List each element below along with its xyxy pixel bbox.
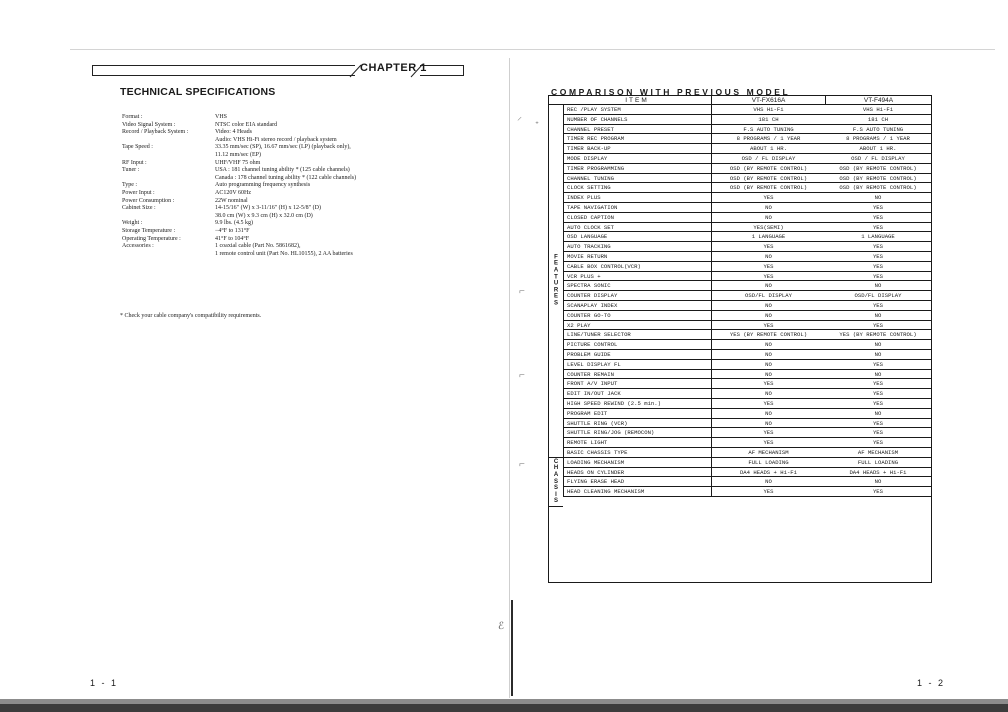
row-item: MODE DISPLAY — [563, 154, 711, 164]
spec-label — [122, 175, 215, 183]
row-item: CLOSED CAPTION — [563, 213, 711, 223]
spec-value: Canada : 178 channel tuning ability * (122 cable channels) — [215, 174, 357, 181]
row-item: VCR PLUS + — [563, 272, 711, 282]
row-item: TIMER PROGRAMMING — [563, 164, 711, 174]
table-row — [563, 144, 931, 154]
row-item: OSD LANGUAGE — [563, 232, 711, 242]
row-model-2: DA4 HEADS + Hi-Fi — [849, 468, 907, 476]
row-model-1: NO — [711, 213, 825, 223]
row-model-2: YES — [872, 488, 884, 496]
table-row — [563, 428, 931, 438]
row-model-2: YES — [872, 439, 884, 447]
row-model-1: NO — [711, 301, 825, 311]
header-model-1: VT-FX616A — [711, 96, 825, 105]
spec-value: 9.9 lbs. (4.5 kg) — [215, 220, 253, 227]
spec-value: 14-15/16" (W) x 3-11/16" (H) x 12-5/8" (D) — [215, 205, 321, 212]
row-item: SHUTTLE RING/JOG (REMOCON) — [563, 428, 711, 438]
row-item: COUNTER DISPLAY — [563, 291, 711, 301]
row-item: X2 PLAY — [563, 321, 711, 331]
spec-row — [122, 114, 492, 122]
table-row — [563, 115, 931, 125]
spec-label: Operating Temperature : — [122, 235, 181, 242]
row-item: COUNTER REMAIN — [563, 370, 711, 380]
chapter-bar-right — [420, 65, 464, 76]
row-model-1: F.S AUTO TUNING — [711, 125, 825, 135]
header-model-2: VT-F494A — [825, 96, 931, 105]
table-row — [563, 448, 931, 458]
row-model-2: YES — [872, 390, 884, 398]
table-row — [563, 164, 931, 174]
row-model-2: NO — [874, 194, 882, 202]
spec-row — [122, 243, 492, 251]
fold-mark-icon: ⌐ — [519, 370, 525, 381]
group-label: F E A T U R E S — [553, 254, 559, 307]
spec-label: Cabinet Size : — [122, 205, 156, 212]
row-model-2: YES — [872, 400, 884, 407]
table-row — [563, 468, 931, 478]
row-item: REMOTE LIGHT — [563, 438, 711, 448]
spec-label — [122, 152, 215, 160]
table-row — [563, 272, 931, 282]
spec-list — [122, 114, 492, 258]
spec-label: Weight : — [122, 220, 143, 227]
row-item: AUTO TRACKING — [563, 242, 711, 252]
row-model-1: YES — [711, 262, 825, 272]
spec-value: Auto programming frequency synthesis — [215, 182, 311, 189]
row-model-2: NO — [874, 311, 882, 319]
row-item: LINE/TUNER SELECTOR — [563, 330, 711, 340]
group-label: C H A S S I S — [553, 458, 559, 505]
row-model-1: YES(SEMI) — [711, 223, 825, 233]
comparison-title: COMPARISON WITH PREVIOUS MODEL — [551, 87, 791, 97]
spec-row — [122, 228, 492, 236]
row-model-1: YES — [711, 428, 825, 438]
row-model-1: YES — [711, 272, 825, 282]
page-title: TECHNICAL SPECIFICATIONS — [120, 86, 276, 98]
row-model-2: YES — [872, 204, 884, 211]
row-model-2: NO — [874, 282, 882, 290]
spec-label: Accessories : — [122, 243, 154, 250]
table-row — [563, 340, 931, 350]
table-header — [549, 96, 931, 105]
row-model-2: FULL LOADING — [857, 458, 899, 466]
row-model-1: ABOUT 1 HR. — [711, 144, 825, 154]
staple-mark-icon: ℰ — [498, 621, 505, 632]
row-item: HEADS ON CYLINDER — [563, 468, 711, 478]
row-item: INDEX PLUS — [563, 193, 711, 203]
row-model-1: NO — [711, 203, 825, 213]
row-model-2: OSD / FL DISPLAY — [851, 155, 905, 162]
row-item: MOVIE RETURN — [563, 252, 711, 262]
spec-label: RF Input : — [122, 159, 147, 166]
header-item: ITEM — [625, 97, 649, 104]
page-fold-line — [509, 58, 510, 698]
row-model-1: YES — [711, 193, 825, 203]
table-row — [563, 350, 931, 360]
row-model-2: NO — [874, 341, 882, 349]
row-model-2: YES — [872, 243, 884, 251]
row-model-2: NO — [874, 351, 882, 358]
row-model-2: YES — [872, 253, 884, 260]
row-item: TAPE NAVIGATION — [563, 203, 711, 213]
table-row — [563, 301, 931, 311]
row-model-2: YES — [872, 302, 884, 309]
spec-row — [122, 122, 492, 130]
spec-row — [122, 182, 492, 190]
row-model-2: YES — [872, 419, 884, 427]
spec-value: Video: 4 Heads — [215, 129, 252, 136]
fold-mark-icon: ⸍ — [517, 116, 522, 127]
spec-value: NTSC color EIA standard — [215, 121, 278, 128]
table-row — [563, 409, 931, 419]
chapter-bar-left — [92, 65, 355, 76]
spec-value: 11.12 mm/sec (EP) — [215, 151, 261, 158]
row-model-1: DA4 HEADS + Hi-Fi — [711, 468, 825, 478]
row-item: FRONT A/V INPUT — [563, 379, 711, 389]
row-item: CHANNEL TUNING — [563, 174, 711, 184]
fold-mark-icon: ᐩ — [535, 120, 539, 131]
spec-value: 41°F to 104°F — [215, 235, 250, 242]
spec-label: Video Signal System : — [122, 121, 176, 128]
spec-value: VHS — [215, 114, 228, 120]
row-model-1: OSD (BY REMOTE CONTROL) — [711, 164, 825, 174]
row-model-2: YES — [872, 360, 884, 368]
spec-label — [122, 213, 215, 221]
table-row — [563, 438, 931, 448]
table-row — [563, 389, 931, 399]
table-row — [563, 154, 931, 164]
row-model-2: YES — [872, 321, 884, 329]
fold-mark-icon: ⌐ — [519, 459, 525, 470]
table-row — [563, 262, 931, 272]
row-model-2: VHS Hi-Fi — [862, 106, 894, 113]
spec-value: UHF/VHF 75 ohm — [215, 159, 261, 166]
row-model-1: OSD (BY REMOTE CONTROL) — [711, 183, 825, 193]
row-model-1: FULL LOADING — [711, 458, 825, 468]
row-model-1: YES — [711, 321, 825, 331]
table-row — [563, 105, 931, 115]
row-model-2: YES — [872, 272, 884, 280]
spec-row — [122, 129, 492, 137]
row-model-1: 1 LANGUAGE — [711, 232, 825, 242]
table-row — [563, 487, 931, 497]
row-item: SHUTTLE RING (VCR) — [563, 419, 711, 429]
spec-label: Format : — [122, 114, 143, 120]
spec-row — [122, 251, 492, 259]
spec-row — [122, 236, 492, 244]
row-model-1: NO — [711, 340, 825, 350]
table-row — [563, 252, 931, 262]
table-row — [563, 125, 931, 135]
table-row — [563, 458, 931, 468]
row-model-2: 181 CH — [867, 115, 889, 123]
chapter-banner — [92, 63, 464, 77]
group-label-box — [549, 105, 563, 458]
spec-row — [122, 152, 492, 160]
row-model-2: OSD/FL DISPLAY — [854, 292, 902, 300]
table-row — [563, 321, 931, 331]
row-item: BASIC CHASSIS TYPE — [563, 448, 711, 458]
row-model-1: VHS Hi-Fi — [711, 105, 825, 115]
spec-label: Tape Speed : — [122, 144, 153, 151]
row-model-1: NO — [711, 360, 825, 370]
row-model-2: YES — [872, 380, 884, 388]
spec-row — [122, 190, 492, 198]
row-model-2: OSD (BY REMOTE CONTROL) — [839, 174, 917, 182]
row-model-1: 181 CH — [711, 115, 825, 125]
row-model-1: YES — [711, 242, 825, 252]
table-row — [563, 281, 931, 291]
row-model-2: AF MECHANISM — [857, 449, 899, 456]
row-item: AUTO CLOCK SET — [563, 223, 711, 233]
spec-row — [122, 144, 492, 152]
row-item: CHANNEL PRESET — [563, 125, 711, 135]
page-number: 1 - 1 — [90, 678, 119, 688]
table-row — [563, 213, 931, 223]
row-item: REC /PLAY SYSTEM — [563, 105, 711, 115]
spec-value: −4°F to 131°F — [215, 227, 250, 234]
row-model-2: OSD (BY REMOTE CONTROL) — [839, 164, 917, 172]
table-row — [563, 223, 931, 233]
spec-value: 1 remote control unit (Part No. HL10155), 2 AA batteries — [215, 250, 353, 257]
spec-row — [122, 205, 492, 213]
spec-row — [122, 220, 492, 228]
spec-value: 38.0 cm (W) x 9.3 cm (H) x 32.0 cm (D) — [215, 212, 313, 219]
table-row — [563, 370, 931, 380]
spec-label — [122, 251, 215, 259]
footnote: * Check your cable company's compatibility requirements. — [120, 313, 262, 319]
row-model-1: NO — [711, 409, 825, 419]
table-row — [563, 291, 931, 301]
page-top-rule — [70, 49, 995, 50]
comparison-table — [548, 95, 932, 583]
table-row — [563, 330, 931, 340]
row-model-1: NO — [711, 350, 825, 360]
row-model-1: NO — [711, 252, 825, 262]
table-row — [563, 379, 931, 389]
row-model-2: F.S AUTO TUNING — [852, 125, 904, 133]
row-item: EDIT IN/OUT JACK — [563, 389, 711, 399]
row-model-2: NO — [874, 478, 882, 486]
table-row — [563, 183, 931, 193]
row-item: PROGRAM EDIT — [563, 409, 711, 419]
row-model-1: AF MECHANISM — [711, 448, 825, 458]
row-item: PICTURE CONTROL — [563, 340, 711, 350]
table-row — [563, 419, 931, 429]
row-item: LEVEL DISPLAY FL — [563, 360, 711, 370]
row-model-1: YES (BY REMOTE CONTROL) — [711, 330, 825, 340]
row-model-1: OSD/FL DISPLAY — [711, 291, 825, 301]
group-label-box — [549, 458, 563, 507]
row-model-1: NO — [711, 370, 825, 380]
spec-label — [122, 137, 215, 145]
row-model-1: YES — [711, 399, 825, 409]
spec-label: Power Consumption : — [122, 197, 175, 204]
spec-value: 33.35 mm/sec (SP), 16.67 mm/sec (LP) (playback only), — [215, 144, 351, 151]
table-row — [563, 232, 931, 242]
spec-label: Type : — [122, 182, 138, 189]
row-model-1: YES — [711, 438, 825, 448]
table-row — [563, 360, 931, 370]
row-model-2: OSD (BY REMOTE CONTROL) — [839, 184, 917, 192]
spec-row — [122, 167, 492, 175]
table-row — [563, 174, 931, 184]
page-number: 1 - 2 — [917, 678, 946, 688]
row-model-1: NO — [711, 311, 825, 321]
table-row — [563, 193, 931, 203]
scan-bottom-band-dark — [0, 704, 1008, 712]
row-item: COUNTER GO-TO — [563, 311, 711, 321]
table-row — [563, 242, 931, 252]
spec-label: Storage Temperature : — [122, 227, 176, 234]
table-row — [563, 477, 931, 487]
row-model-1: OSD / FL DISPLAY — [711, 154, 825, 164]
spec-value: Audio: VHS Hi-Fi stereo record / playback system — [215, 136, 337, 143]
row-model-1: NO — [711, 281, 825, 291]
table-row — [563, 399, 931, 409]
row-model-2: NO — [874, 409, 882, 417]
row-model-2: YES — [872, 213, 884, 221]
spec-value: AC120V 60Hz — [215, 189, 252, 196]
row-item: TIMER BACK-UP — [563, 144, 711, 154]
row-model-1: YES — [711, 487, 825, 497]
row-model-2: ABOUT 1 HR. — [859, 145, 897, 153]
row-model-1: 8 PROGRAMS / 1 YEAR — [711, 134, 825, 144]
row-item: SPECTRA SONIC — [563, 281, 711, 291]
spec-label: Power Input : — [122, 189, 155, 196]
table-row — [563, 134, 931, 144]
row-item: CABLE BOX CONTROL(VCR) — [563, 262, 711, 272]
row-model-1: YES — [711, 379, 825, 389]
spec-value: USA : 181 channel tuning ability * (125 cable channels) — [215, 167, 350, 174]
row-model-2: YES — [872, 262, 884, 270]
row-item: SCANAPLAY INDEX — [563, 301, 711, 311]
fold-mark-icon: ⌐ — [519, 286, 525, 297]
row-item: PROBLEM GUIDE — [563, 350, 711, 360]
row-model-1: NO — [711, 419, 825, 429]
table-row — [563, 311, 931, 321]
chapter-label: CHAPTER 1 — [360, 62, 427, 74]
row-model-2: YES — [872, 223, 884, 231]
row-item: NUMBER OF CHANNELS — [563, 115, 711, 125]
row-item: FLYING ERASE HEAD — [563, 477, 711, 487]
row-model-2: NO — [874, 370, 882, 378]
spec-value: 22W nominal — [215, 197, 248, 204]
spec-label: Record / Playback System : — [122, 129, 189, 136]
row-item: HIGH SPEED REWIND (2.5 min.) — [563, 399, 711, 409]
row-model-2: YES (BY REMOTE CONTROL) — [839, 331, 917, 339]
row-item: TIMER REC PROGRAM — [563, 134, 711, 144]
spec-value: 1 coaxial cable (Part No. 5861682), — [215, 243, 301, 250]
row-item: HEAD CLEANING MECHANISM — [563, 487, 711, 497]
page-fold-shadow — [511, 600, 513, 696]
row-item: CLOCK SETTING — [563, 183, 711, 193]
table-row — [563, 203, 931, 213]
spec-row — [122, 198, 492, 206]
row-model-2: 8 PROGRAMS / 1 YEAR — [846, 135, 910, 143]
row-model-2: 1 LANGUAGE — [861, 233, 895, 241]
row-item: LOADING MECHANISM — [563, 458, 711, 468]
row-model-1: NO — [711, 477, 825, 487]
spec-label: Tuner : — [122, 167, 140, 174]
row-model-1: OSD (BY REMOTE CONTROL) — [711, 174, 825, 184]
row-model-2: YES — [872, 429, 884, 437]
spec-row — [122, 213, 492, 221]
row-model-1: NO — [711, 389, 825, 399]
